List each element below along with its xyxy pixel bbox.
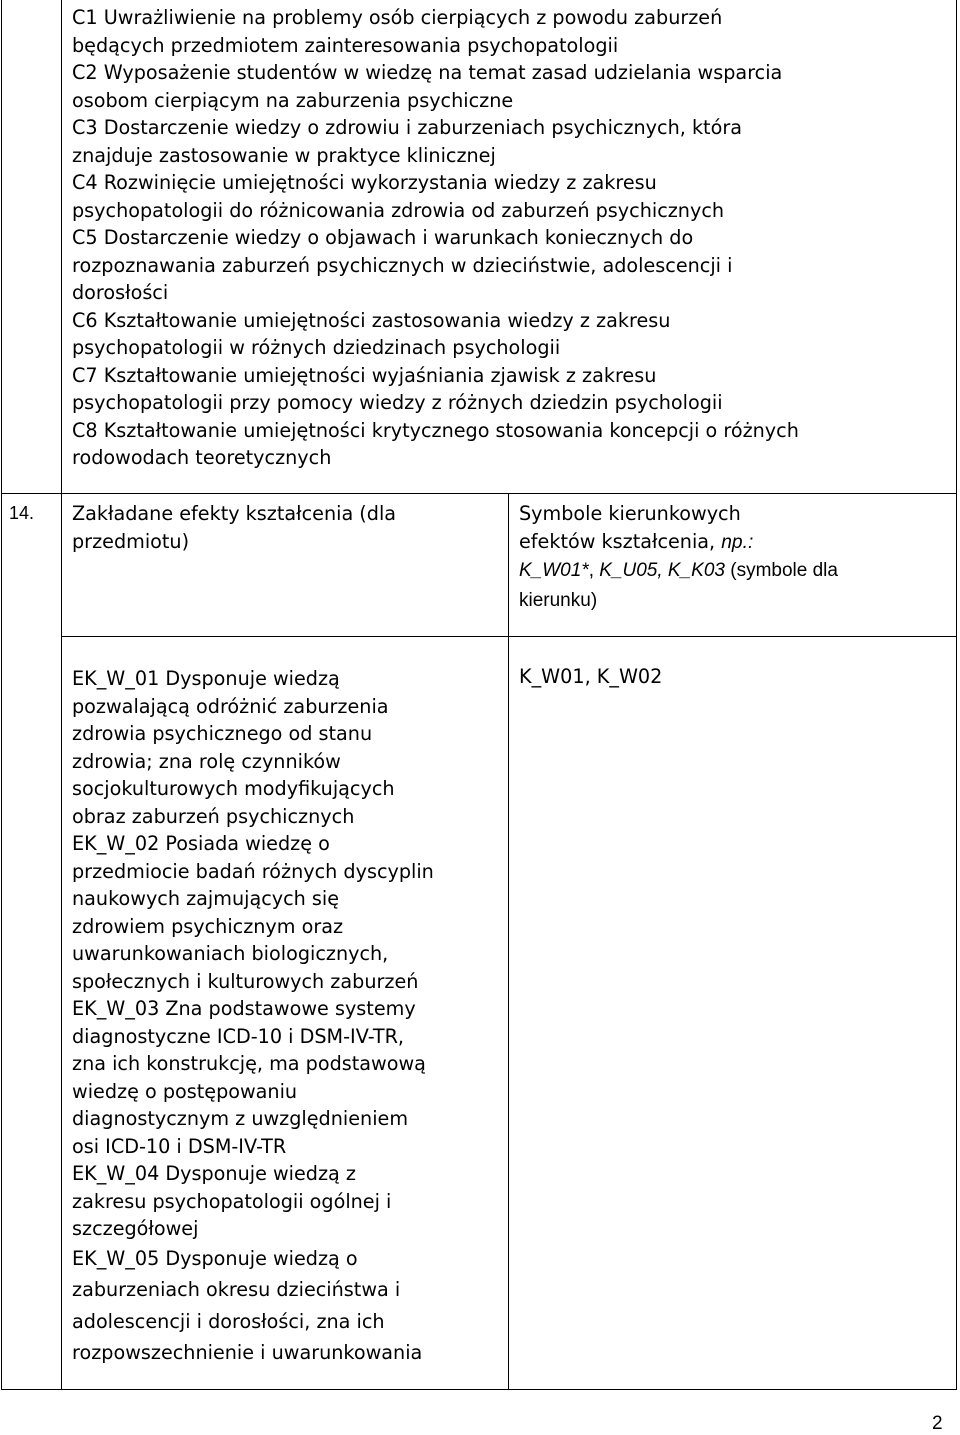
outcome-line: zakresu psychopatologii ogólnej i: [72, 1189, 392, 1213]
objective-line: C8 Kształtowanie umiejętności krytycznego stosowania koncepcji o różnych: [72, 418, 799, 442]
objective-line: psychopatologii przy pomocy wiedzy z różnych dziedzin psychologii: [72, 391, 723, 414]
symbols-header-text: efektów kształcenia,: [519, 529, 722, 553]
symbols-header-line: [519, 556, 838, 586]
objective-line: C6 Kształtowanie umiejętności zastosowania wiedzy z zakresu: [72, 308, 671, 332]
symbols-header-line: Symbole kierunkowych: [519, 502, 741, 525]
symbol-separator: ,: [588, 560, 600, 581]
objective-line: C3 Dostarczenie wiedzy o zdrowiu i zaburzeniach psychicznych, która: [72, 116, 742, 139]
objective-line: znajduje zastosowanie w praktyce klinicznej: [72, 143, 496, 167]
symbols-header-line: [519, 528, 838, 557]
outcome-symbols-value: K_W01, K_W02: [519, 665, 663, 688]
table-border-column-divider: [61, 0, 62, 1390]
outcome-line: EK_W_05 Dysponuje wiedzą o: [72, 1246, 358, 1270]
outcome-line: uwarunkowaniach biologicznych,: [72, 942, 389, 965]
table-border-row13-bottom: [1, 493, 957, 494]
outcome-line: zaburzeniach okresu dzieciństwa i: [72, 1278, 401, 1301]
symbols-header-text: (symbole dla: [724, 560, 838, 581]
objective-line: C7 Kształtowanie umiejętności wyjaśniania zjawisk z zakresu: [72, 363, 657, 387]
outcome-line: zdrowia psychicznego od stanu: [72, 722, 373, 745]
objective-line: psychopatologii w różnych dziedzinach psychologii: [72, 336, 561, 359]
symbols-header-line: kierunku): [519, 590, 598, 611]
effects-header-line: Zakładane efekty kształcenia (dla: [72, 502, 397, 525]
outcome-line: społecznych i kulturowych zaburzeń: [72, 969, 419, 993]
symbols-header-colon: :: [747, 531, 754, 553]
outcome-line: wiedzę o postępowaniu: [72, 1079, 298, 1103]
objective-line: rodowodach teoretycznych: [72, 446, 332, 469]
objective-line: C1 Uwrażliwienie na problemy osób cierpiących z powodu zaburzeń: [72, 6, 723, 29]
outcome-line: adolescencji i dorosłości, zna ich: [72, 1309, 385, 1333]
outcome-line: rozpowszechnienie i uwarunkowania: [72, 1341, 423, 1364]
page-number: 2: [932, 1413, 943, 1434]
objective-line: C5 Dostarczenie wiedzy o objawach i warunkach koniecznych do: [72, 226, 694, 249]
symbol-example: K_W01*: [519, 560, 589, 581]
outcome-line: pozwalającą odróżnić zaburzenia: [72, 694, 389, 718]
objective-line: psychopatologii do różnicowania zdrowia od zaburzeń psychicznych: [72, 198, 725, 222]
table-border-right: [956, 0, 957, 1390]
outcome-line: szczegółowej: [72, 1217, 199, 1240]
learning-outcomes: [72, 665, 434, 1369]
outcome-line: osi ICD-10 i DSM-IV-TR: [72, 1134, 287, 1158]
outcome-line: diagnostycznym z uwzględnieniem: [72, 1107, 409, 1130]
outcome-line: zna ich konstrukcję, ma podstawową: [72, 1052, 426, 1075]
objective-line: C2 Wyposażenie studentów w wiedzę na temat zasad udzielania wsparcia: [72, 61, 783, 84]
outcome-line: EK_W_02 Posiada wiedzę o: [72, 832, 330, 855]
outcome-symbols: [519, 663, 662, 691]
objective-line: będących przedmiotem zainteresowania psychopatologii: [72, 33, 619, 57]
row-number: 14.: [9, 503, 35, 523]
outcome-line: EK_W_04 Dysponuje wiedzą z: [72, 1162, 356, 1185]
course-objectives: [72, 4, 799, 472]
outcome-line: diagnostyczne ICD-10 i DSM-IV-TR,: [72, 1024, 405, 1048]
effects-header-line: przedmiotu): [72, 529, 190, 553]
outcome-line: obraz zaburzeń psychicznych: [72, 804, 355, 828]
objective-line: dorosłości: [72, 281, 169, 304]
outcome-line: socjokulturowych modyfikujących: [72, 777, 395, 800]
table-border-symbols-divider: [508, 494, 509, 1390]
objective-line: rozpoznawania zaburzeń psychicznych w dzieciństwie, adolescencji i: [72, 253, 733, 277]
outcome-line: zdrowia; zna rolę czynników: [72, 749, 341, 773]
objective-line: osobom cierpiącym na zaburzenia psychiczne: [72, 88, 514, 112]
table-border-bottom: [1, 1389, 957, 1390]
table-border-left: [1, 0, 2, 1390]
table-border-header-bottom: [61, 636, 957, 637]
outcome-line: EK_W_03 Zna podstawowe systemy: [72, 997, 416, 1020]
effects-header: [72, 500, 396, 555]
outcome-line: EK_W_01 Dysponuje wiedzą: [72, 667, 340, 690]
outcome-line: naukowych zajmujących się: [72, 887, 340, 910]
symbols-header-example-label: np.: [721, 531, 748, 553]
symbol-example: K_U05, K_K03: [599, 560, 725, 581]
symbols-header: [519, 500, 838, 616]
outcome-line: zdrowiem psychicznym oraz: [72, 914, 344, 938]
objective-line: C4 Rozwinięcie umiejętności wykorzystania wiedzy z zakresu: [72, 171, 657, 194]
outcome-line: przedmiocie badań różnych dyscyplin: [72, 859, 434, 883]
